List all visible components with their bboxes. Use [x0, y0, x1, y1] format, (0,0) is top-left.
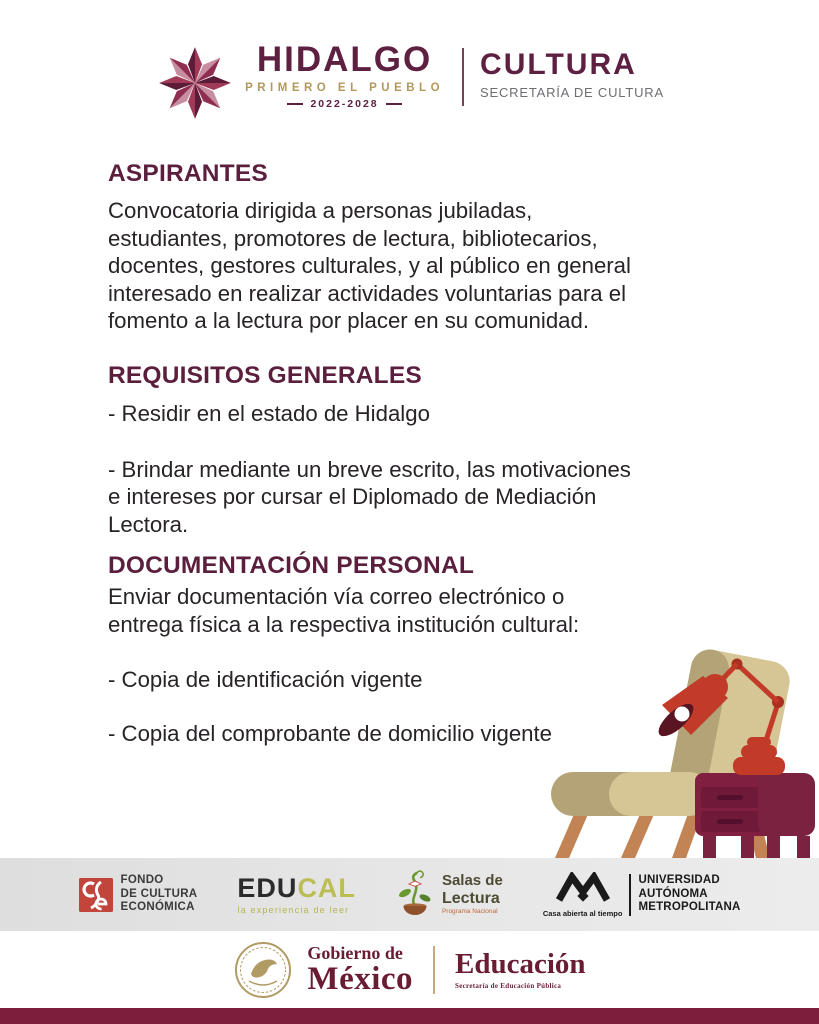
hidalgo-brand-block — [245, 42, 444, 110]
brand-period — [245, 98, 444, 110]
paragraph-line: Enviar documentación vía correo electrónico o — [108, 584, 565, 610]
paragraph-line: Convocatoria dirigida a personas jubiladas, — [108, 198, 533, 223]
educal-cal: CAL — [297, 872, 356, 903]
section-title: DOCUMENTACIÓN PERSONAL — [108, 552, 475, 580]
bullet-item: - Copia del comprobante de domicilio vigente — [108, 721, 552, 747]
section-title: ASPIRANTES — [108, 160, 268, 187]
educacion-block — [455, 947, 586, 990]
educacion-wordmark: Educación — [455, 947, 586, 980]
section-requisitos — [108, 363, 728, 538]
department-name: CULTURA — [480, 48, 637, 81]
fce-line: ECONÓMICA — [120, 901, 195, 914]
hidalgo-star-icon — [155, 44, 235, 122]
salas-plant-icon — [396, 868, 436, 922]
salas-de-lectura-logo — [396, 868, 503, 922]
uam-logo — [543, 872, 741, 918]
fce-line: DE CULTURA — [120, 887, 198, 900]
paragraph-line: interesado en realizar actividades voluntarias para el — [108, 280, 627, 306]
bullet-line: e intereses por cursar el Diplomado de Mediación — [108, 484, 597, 510]
fce-wordmark — [121, 874, 198, 915]
uam-wordmark — [638, 874, 740, 915]
uam-line: UNIVERSIDAD — [638, 873, 720, 886]
gobierno-line2: México — [307, 960, 414, 997]
uam-line: METROPOLITANA — [638, 901, 741, 914]
cultura-block — [480, 50, 664, 100]
paragraph-line: estudiantes, promotores de lectura, bibliotecarios, — [108, 225, 598, 251]
department-subtitle: SECRETARÍA DE CULTURA — [480, 85, 664, 100]
header — [0, 42, 819, 122]
gobierno-line1: Gobierno de — [307, 942, 403, 963]
bullet-item: - Residir en el estado de Hidalgo — [108, 400, 430, 426]
brand-slogan: PRIMERO EL PUEBLO — [245, 81, 445, 94]
period-text: 2022-2028 — [310, 97, 379, 110]
salas-wordmark — [442, 873, 503, 915]
fce-line: FONDO — [120, 874, 164, 887]
uam-logo-icon — [554, 872, 612, 902]
fce-logo — [79, 874, 198, 915]
salas-line: Lectura — [441, 889, 500, 907]
section-aspirantes — [108, 161, 728, 335]
fce-monogram-icon — [79, 878, 113, 912]
period-dash-left — [287, 103, 303, 105]
section-title: REQUISITOS GENERALES — [108, 361, 422, 389]
mexico-seal-icon — [233, 940, 293, 1000]
government-bar — [0, 931, 819, 1008]
partners-band — [0, 858, 819, 931]
salas-subtitle: Programa Nacional — [441, 908, 498, 916]
bottom-strip — [0, 1008, 819, 1024]
period-dash-right — [386, 103, 402, 105]
bullet-line: - Brindar mediante un breve escrito, las motivaciones — [108, 456, 631, 482]
paragraph-line: entrega física a la respectiva institución cultural: — [108, 611, 580, 637]
uam-mark-block — [543, 872, 623, 918]
paragraph-line: docentes, gestores culturales, y al público en general — [108, 253, 631, 279]
paragraph-line: fomento a la lectura por placer en su comunidad. — [108, 308, 590, 334]
educal-logo — [237, 872, 356, 915]
educal-edu: EDU — [237, 872, 298, 903]
educacion-subtitle: Secretaría de Educación Pública — [455, 981, 562, 990]
salas-line: Salas de — [441, 872, 503, 890]
uam-divider — [629, 874, 631, 916]
header-divider — [462, 48, 464, 106]
bullet-line: Lectora. — [108, 511, 189, 537]
reading-chair-illustration — [545, 645, 819, 858]
uam-line: AUTÓNOMA — [638, 887, 708, 900]
brand-name: HIDALGO — [256, 40, 433, 79]
educal-wordmark — [237, 872, 356, 903]
uam-tagline: Casa abierta al tiempo — [542, 908, 623, 918]
gov-divider — [433, 946, 435, 994]
bullet-item: - Copia de identificación vigente — [108, 666, 423, 692]
gobierno-wordmark — [307, 944, 413, 996]
educal-tagline: la experiencia de leer — [237, 904, 350, 915]
bullet-item — [108, 456, 728, 539]
